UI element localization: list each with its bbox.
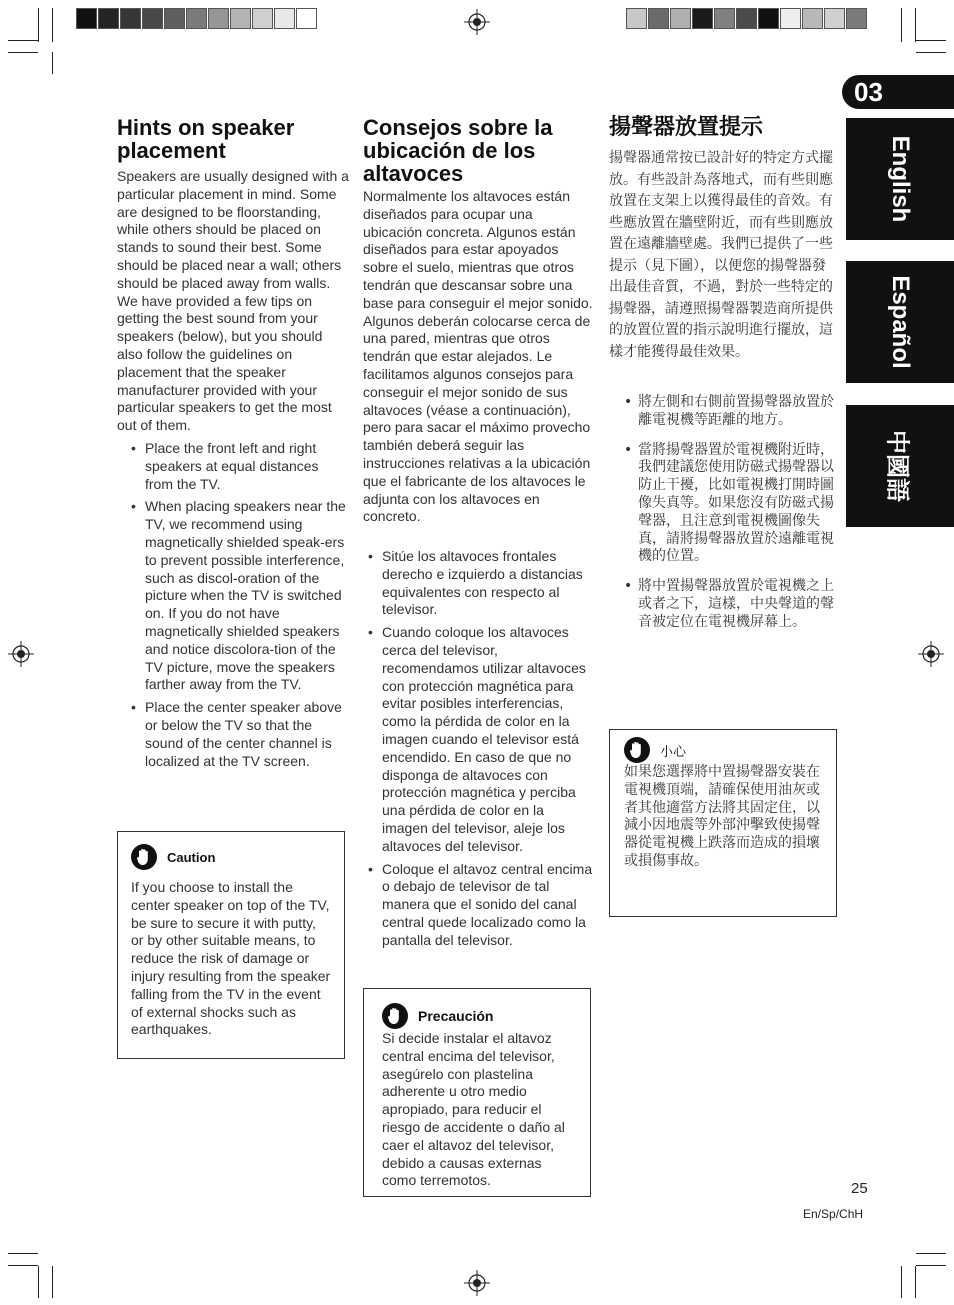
color-swatch bbox=[626, 8, 647, 29]
color-swatch bbox=[76, 8, 97, 29]
crop-mark bbox=[916, 40, 946, 41]
crop-mark bbox=[915, 1266, 916, 1298]
list-item: • Place the center speaker above or below the TV so that the sound of the center channel is localized at the TV screen. bbox=[145, 699, 347, 770]
chinese-bullet-list bbox=[638, 394, 836, 637]
english-bullet-list bbox=[145, 440, 347, 775]
list-item: • 當將揚聲器置於電視機附近時，我們建議您使用防磁式揚聲器以防止干擾，比如電視機打開時圖像失真等。如果您沒有防磁式揚聲器，且注意到電視機圖像失真，請將揚聲器放置於遠離電視機的位置。 bbox=[638, 442, 836, 567]
registration-mark-icon bbox=[8, 641, 34, 667]
color-swatch bbox=[164, 8, 185, 29]
color-swatch bbox=[98, 8, 119, 29]
color-swatch bbox=[230, 8, 251, 29]
color-swatch bbox=[296, 8, 317, 29]
color-swatch bbox=[758, 8, 779, 29]
color-swatch bbox=[714, 8, 735, 29]
crop-mark bbox=[38, 8, 39, 42]
color-swatch bbox=[120, 8, 141, 29]
color-swatch bbox=[208, 8, 229, 29]
color-swatch bbox=[648, 8, 669, 29]
chapter-number: 03 bbox=[842, 75, 954, 109]
tab-chinese[interactable] bbox=[846, 405, 954, 527]
spanish-caution-box bbox=[363, 988, 591, 1197]
color-swatch bbox=[186, 8, 207, 29]
caution-hand-icon bbox=[131, 844, 157, 870]
caution-title: 小心 bbox=[660, 744, 687, 760]
color-swatch bbox=[780, 8, 801, 29]
list-item: • Coloque el altavoz central encima o debajo de televisor de tal manera que el sonido del canal central quede localizado como la pantalla del televisor. bbox=[382, 861, 593, 950]
crop-mark bbox=[915, 8, 916, 42]
list-item: • Sitúe los altavoces frontales derecho e izquierdo a distancias equivalentes con respecto al televisor. bbox=[382, 548, 593, 619]
list-item: • Cuando coloque los altavoces cerca del televisor, recomendamos utilizar altavoces con protección magnética para evitar posibles interferencias, como la pérdida de color en la imagen cuando el televisor está encendido. En caso de que no disponga de altavoces con protección magnética y perciba una pérdida de color en la imagen del televisor, aleje los altavoces del televisor. bbox=[382, 624, 593, 855]
spanish-intro: Normalmente los altavoces están diseñados para ocupar una ubicación concreta. Algunos están diseñados para estar apoyados sobre el suelo, mientras que otros tendrán que descansar sobre una base para conseguir el mejor sonido. Algunos deberán colocarse cerca de una pared, mientras que otros tendrán que estar alejados. Le facilitamos algunos consejos para conseguir el mejor sonido de sus altavoces (véase a continuación), pero para sacar el máximo provecho también deberá seguir las instrucciones relativas a la ubicación que el fabricante de los altavoces le adjunta con los altavoces en concreto. bbox=[363, 188, 593, 525]
crop-mark bbox=[52, 8, 53, 42]
crop-mark bbox=[916, 52, 946, 53]
crop-mark bbox=[916, 1253, 946, 1254]
color-swatch bbox=[736, 8, 757, 29]
crop-mark bbox=[8, 1253, 38, 1254]
crop-mark bbox=[916, 1265, 946, 1266]
crop-mark bbox=[38, 1266, 39, 1298]
english-intro: Speakers are usually designed with a particular placement in mind. Some are designed to be floorstanding, while others should be placed on stands to sound their best. Some should be placed near a wall; others should be placed away from walls. We have provided a few tips on getting the best sound from your speakers (below), but you should also follow the guidelines on placement that the speaker manufacturer provided with your particular speakers to get the most out of them. bbox=[117, 168, 349, 434]
spanish-bullet-list bbox=[382, 548, 593, 955]
crop-mark bbox=[901, 1266, 902, 1298]
color-swatch bbox=[824, 8, 845, 29]
chinese-title: 揚聲器放置提示 bbox=[609, 115, 764, 140]
crop-mark bbox=[52, 1266, 53, 1298]
color-swatch bbox=[692, 8, 713, 29]
crop-mark bbox=[8, 52, 38, 53]
caution-title: Precaución bbox=[418, 1008, 494, 1024]
crop-mark bbox=[8, 40, 38, 41]
tab-english[interactable] bbox=[846, 118, 954, 240]
crop-mark bbox=[52, 52, 53, 74]
registration-mark-icon bbox=[464, 1270, 490, 1296]
chinese-intro: 揚聲器通常按已設計好的特定方式擺放。有些設計為落地式，而有些則應放置在支架上以獲得最佳的音效。有些應放置在牆壁附近，而有些則應放置在遠離牆壁處。我們已提供了一些提示（見下圖），以便您的揚聲器發出最佳音質，不過，對於一些特定的揚聲器，請遵照揚聲器製造商所提供的放置位置的指示說明進行擺放，這樣才能獲得最佳效果。 bbox=[609, 150, 833, 360]
right-color-bar bbox=[626, 8, 868, 30]
color-swatch bbox=[252, 8, 273, 29]
tab-chinese-label: 中國語 bbox=[883, 430, 911, 502]
list-item: • When placing speakers near the TV, we recommend using magnetically shielded speak-ers to prevent possible interference, such as discol-oration of the picture when the TV is switched on. If you do not have magnetically shielded speakers and notice discolora-tion of the TV picture, move the speakers farther away from the TV. bbox=[145, 498, 347, 694]
crop-mark bbox=[8, 1265, 38, 1266]
color-swatch bbox=[670, 8, 691, 29]
registration-mark-icon bbox=[464, 9, 490, 35]
left-color-bar bbox=[76, 8, 318, 30]
color-swatch bbox=[846, 8, 867, 29]
registration-mark-icon bbox=[918, 641, 944, 667]
caution-title: Caution bbox=[167, 849, 216, 865]
chinese-caution-box bbox=[609, 729, 837, 917]
crop-mark bbox=[901, 8, 902, 42]
caution-hand-icon bbox=[624, 737, 650, 763]
english-caution-box bbox=[117, 831, 345, 1059]
list-item: • 將中置揚聲器放置於電視機之上或者之下，這樣，中央聲道的聲音被定位在電視機屏幕上。 bbox=[638, 578, 836, 631]
tab-espanol[interactable] bbox=[846, 261, 954, 383]
language-code: En/Sp/ChH bbox=[803, 1207, 864, 1221]
caution-text: Si decide instalar el altavoz central encima del televisor, asegúrelo con plastelina adherente u otro medio apropiado, para reducir el riesgo de accidente o daño al caer el altavoz del televisor, debido a causas externas como terremotos. bbox=[382, 1030, 565, 1189]
caution-text: 如果您選擇將中置揚聲器安裝在電視機頂端，請確保使用油灰或者其他適當方法將其固定住，以減小因地震等外部沖擊致使揚聲器從電視機上跌落而造成的損壞或損傷事故。 bbox=[624, 764, 820, 869]
color-swatch bbox=[142, 8, 163, 29]
caution-text: If you choose to install the center speaker on top of the TV, be sure to secure it with putty, or by other suitable means, to reduce the risk of damage or injury resulting from the speaker falling from the TV in the event of external shocks such as earthquakes. bbox=[131, 879, 331, 1038]
caution-hand-icon bbox=[382, 1003, 408, 1029]
english-title: Hints on speaker placement bbox=[117, 115, 295, 163]
color-swatch bbox=[274, 8, 295, 29]
list-item: • 將左側和右側前置揚聲器放置於離電視機等距離的地方。 bbox=[638, 394, 836, 430]
tab-english-label: English bbox=[887, 135, 914, 223]
list-item: • Place the front left and right speakers at equal distances from the TV. bbox=[145, 440, 347, 493]
page-number: 25 bbox=[851, 1180, 868, 1197]
tab-espanol-label: Español bbox=[887, 275, 914, 369]
color-swatch bbox=[802, 8, 823, 29]
spanish-title: Consejos sobre la ubicación de los altavoces bbox=[363, 115, 553, 186]
